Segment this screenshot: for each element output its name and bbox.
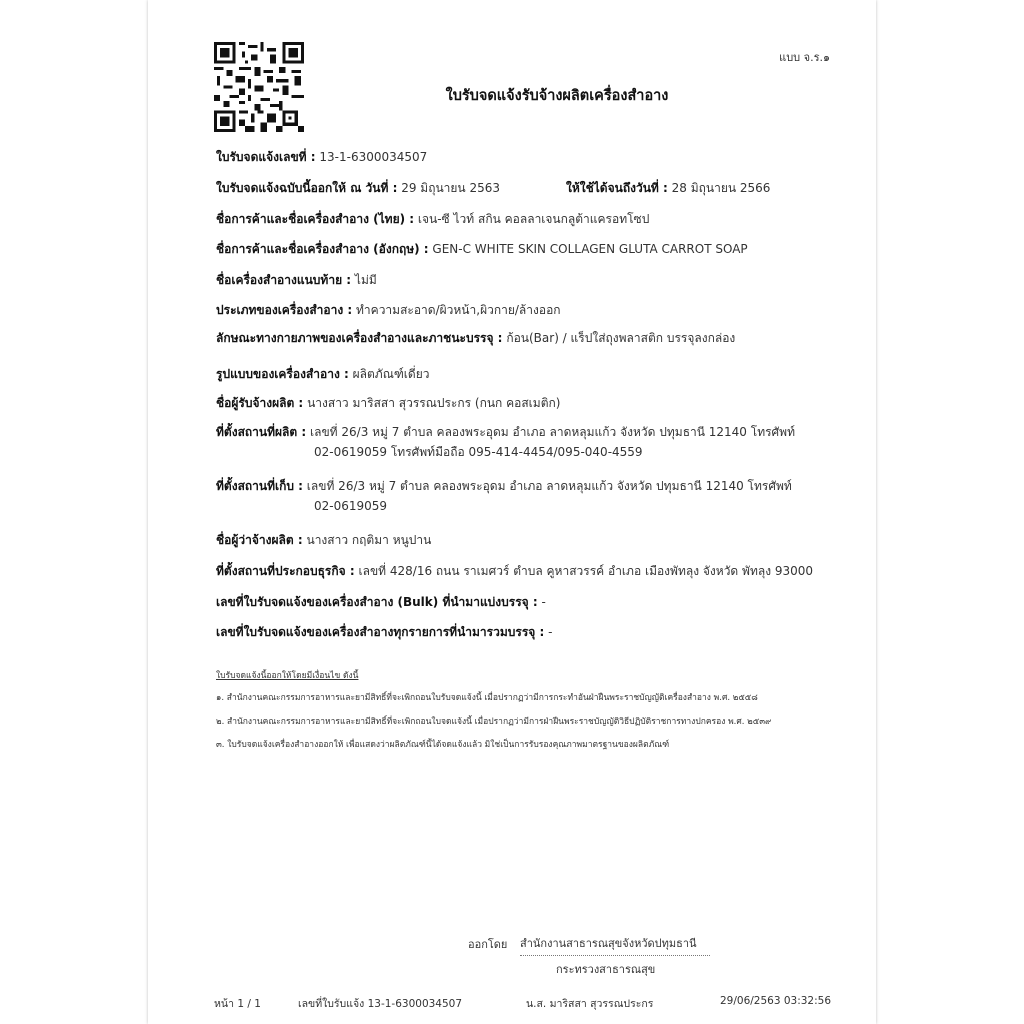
condition-item: ๑. สำนักงานคณะกรรมการอาหารและยามีสิทธิ์ที่จะเพิกถอนใบรับจดแจ้งนี้ เมื่อปรากฏว่ามีการกระทำอันฝ่าฝืนพระราชบัญญัติเครื่องสำอาง พ.ศ. ๒๕๕๘ <box>216 693 758 703</box>
issuing-office: สำนักงานสาธารณสุขจังหวัดปทุมธานี <box>520 934 710 956</box>
footer-receipt-no: เลขที่ใบรับแจ้ง 13-1-6300034507 <box>298 998 463 1010</box>
label: ชื่อการค้าและชื่อเครื่องสำอาง (ไทย) : <box>216 212 415 226</box>
label: ลักษณะทางกายภาพของเครื่องสำอางและภาชนะบรรจุ : <box>216 331 503 345</box>
field-physical-form <box>216 328 735 348</box>
label: ที่ตั้งสถานที่เก็บ : <box>216 479 303 493</box>
form-number: แบบ จ.ร.๑ <box>779 51 830 64</box>
value: ทำความสะอาด/ผิวหน้า,ผิวกาย/ล้างออก <box>356 303 561 317</box>
conditions-heading: ใบรับจดแจ้งนี้ออกให้โดยมีเงื่อนไข ดังนี้ <box>216 671 359 681</box>
value-continued: 02-0619059 <box>314 499 388 513</box>
document-title: ใบรับจดแจ้งรับจ้างผลิตเครื่องสำอาง <box>445 88 669 104</box>
label: ให้ใช้ได้จนถึงวันที่ : <box>566 181 668 195</box>
field-name-en <box>216 239 748 259</box>
label: ใบรับจดแจ้งเลขที่ : <box>216 150 316 164</box>
label: ใบรับจดแจ้งฉบับนี้ออกให้ ณ วันที่ : <box>216 181 398 195</box>
field-issued-date <box>216 178 500 198</box>
field-product-format <box>216 364 429 384</box>
value: 29 มิถุนายน 2563 <box>401 181 500 195</box>
label: ชื่อการค้าและชื่อเครื่องสำอาง (อังกฤษ) : <box>216 242 429 256</box>
label: ชื่อผู้ว่าจ้างผลิต : <box>216 533 303 547</box>
field-valid-until <box>566 178 770 198</box>
condition-item: ๓. ใบรับจดแจ้งเครื่องสำอางออกให้ เพื่อแสดงว่าผลิตภัณฑ์นี้ได้จดแจ้งแล้ว มิใช่เป็นการรับรองคุณภาพมาตรฐานของผลิตภัณฑ์ <box>216 740 670 750</box>
value: GEN-C WHITE SKIN COLLAGEN GLUTA CARROT SOAP <box>432 242 748 256</box>
value: - <box>548 625 553 639</box>
field-attached-names <box>216 270 377 290</box>
value-continued: 02-0619059 โทรศัพท์มือถือ 095-414-4454/095-040-4559 <box>314 445 643 459</box>
field-name-th <box>216 209 649 229</box>
label: ชื่อผู้รับจ้างผลิต : <box>216 396 304 410</box>
field-storage-site <box>216 476 792 516</box>
value: นางสาว กฤติมา หนูปาน <box>306 533 432 547</box>
label: เลขที่ใบรับจดแจ้งของเครื่องสำอางทุกรายการที่นำมารวมบรรจุ : <box>216 625 545 639</box>
footer-signer: น.ส. มาริสสา สุวรรณประกร <box>526 998 654 1010</box>
label: ประเภทของเครื่องสำอาง : <box>216 303 353 317</box>
value: - <box>541 595 546 609</box>
value: เลขที่ 428/16 ถนน ราเมศวร์ ตำบล คูหาสวรรค์ อำเภอ เมืองพัทลุง จังหวัด พัทลุง 93000 <box>358 564 814 578</box>
field-hirer <box>216 530 431 550</box>
condition-item: ๒. สำนักงานคณะกรรมการอาหารและยามีสิทธิ์ที่จะเพิกถอนใบจดแจ้งนี้ เมื่อปรากฏว่ามีการฝ่าฝืนพระราชบัญญัติวิธีปฏิบัติราชการทางปกครอง พ.ศ. ๒๕๓๙ <box>216 717 772 727</box>
label: ที่ตั้งสถานที่ประกอบธุรกิจ : <box>216 564 355 578</box>
field-business-site <box>216 561 813 581</box>
field-manufacturing-site <box>216 422 795 462</box>
value: ก้อน(Bar) / แร็ปใส่ถุงพลาสติก บรรจุลงกล่อง <box>506 331 736 345</box>
page-number: หน้า 1 / 1 <box>214 998 261 1010</box>
field-cosmetic-type <box>216 300 561 320</box>
value: 13-1-6300034507 <box>319 150 428 164</box>
value: เลขที่ 26/3 หมู่ 7 ตำบล คลองพระอุดม อำเภอ ลาดหลุมแก้ว จังหวัด ปทุมธานี 12140 โทรศัพท์ <box>310 425 795 439</box>
value: 28 มิถุนายน 2566 <box>671 181 771 195</box>
issued-by-label: ออกโดย <box>468 938 508 951</box>
value: เลขที่ 26/3 หมู่ 7 ตำบล คลองพระอุดม อำเภอ ลาดหลุมแก้ว จังหวัด ปทุมธานี 12140 โทรศัพท์ <box>306 479 792 493</box>
footer-timestamp: 29/06/2563 03:32:56 <box>720 995 832 1007</box>
label: ชื่อเครื่องสำอางแนบท้าย : <box>216 273 352 287</box>
field-receipt-no <box>216 147 427 167</box>
value: เจน-ซี ไวท์ สกิน คอลลาเจนกลูต้าแครอทโซป <box>417 212 650 226</box>
label: รูปแบบของเครื่องสำอาง : <box>216 367 349 381</box>
label: ที่ตั้งสถานที่ผลิต : <box>216 425 307 439</box>
field-bulk-no <box>216 592 546 612</box>
value: นางสาว มาริสสา สุวรรณประกร (กนก คอสเมติก) <box>307 396 561 410</box>
label: เลขที่ใบรับจดแจ้งของเครื่องสำอาง (Bulk) ที่นำมาแบ่งบรรจุ : <box>216 595 538 609</box>
ministry-name: กระทรวงสาธารณสุข <box>556 963 656 976</box>
field-contract-manufacturer <box>216 393 560 413</box>
value: ผลิตภัณฑ์เดี่ยว <box>352 367 430 381</box>
field-combined-no <box>216 622 552 642</box>
value: ไม่มี <box>354 273 377 287</box>
document-page <box>148 0 876 1024</box>
